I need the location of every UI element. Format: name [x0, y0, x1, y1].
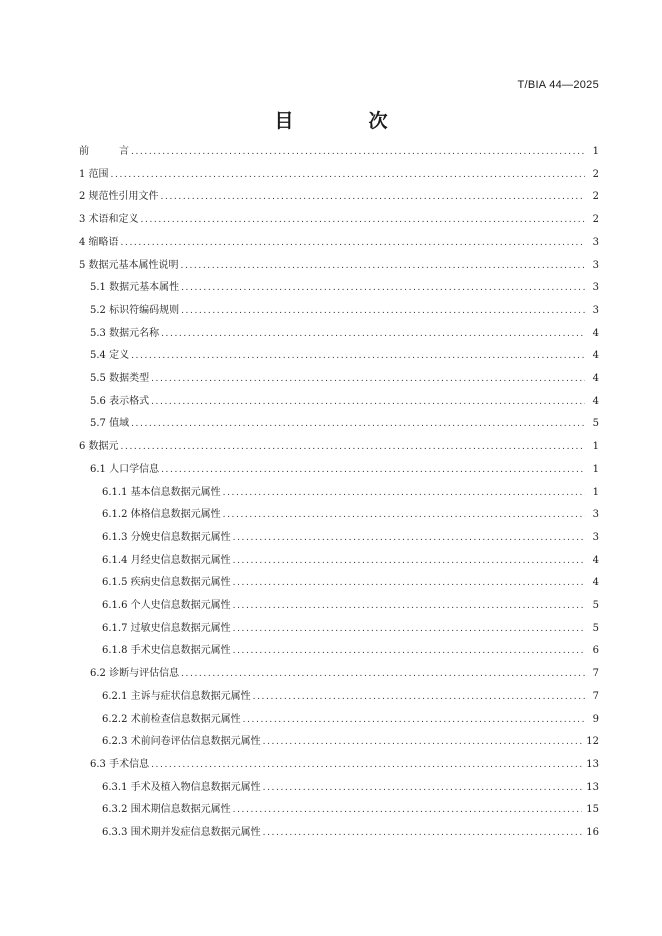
toc-entry-label: 6.1.5 疾病史信息数据元属性 — [102, 577, 231, 589]
toc-leader-dots — [233, 573, 585, 593]
toc-leader-dots — [181, 301, 585, 321]
toc-entry-label: 6.1.4 月经史信息数据元属性 — [102, 554, 231, 566]
toc-leader-dots — [161, 460, 585, 480]
toc-entry[interactable] — [102, 596, 599, 616]
toc-entry-page: 4 — [592, 373, 599, 384]
toc-entry[interactable] — [102, 528, 599, 548]
toc-entry[interactable] — [102, 483, 599, 503]
toc-entry-label: 5.7 值域 — [90, 418, 130, 430]
toc-entry[interactable] — [90, 755, 599, 775]
toc-entry[interactable] — [90, 392, 599, 412]
toc-entry[interactable] — [79, 142, 599, 162]
toc-entry-label: 5.4 定义 — [90, 350, 130, 362]
toc-entry-label: 6.2.3 术前问卷评估信息数据元属性 — [102, 736, 261, 748]
page-title: 目 次 — [274, 110, 416, 132]
toc-entry-page: 16 — [586, 827, 599, 838]
toc-entry[interactable] — [90, 369, 599, 389]
toc-entry[interactable] — [102, 641, 599, 661]
toc-entry-page: 1 — [592, 146, 599, 157]
toc-entry-label: 2 规范性引用文件 — [79, 191, 159, 203]
toc-entry-label: 6.1.6 个人史信息数据元属性 — [102, 600, 231, 611]
toc-entry-page: 13 — [586, 758, 599, 770]
toc-leader-dots — [233, 641, 585, 661]
toc-entry[interactable] — [79, 210, 599, 230]
toc-entry[interactable] — [79, 437, 599, 457]
toc-entry-label: 6.3.1 手术及植入物信息数据元属性 — [102, 781, 261, 793]
toc-entry-page: 4 — [592, 395, 599, 407]
toc-entry[interactable] — [102, 823, 599, 843]
toc-entry-page: 3 — [592, 236, 599, 248]
toc-leader-dots — [233, 551, 585, 571]
toc-leader-dots — [181, 256, 585, 276]
toc-entry-page: 9 — [592, 713, 599, 725]
toc-entry-label: 5.2 标识符编码规则 — [90, 304, 180, 316]
toc-entry-page: 5 — [592, 600, 599, 611]
toc-leader-dots — [233, 596, 585, 616]
toc-entry-page: 3 — [592, 259, 599, 271]
toc-entry[interactable] — [102, 778, 599, 798]
toc-entry-page: 4 — [592, 577, 599, 589]
toc-entry-label: 6.1.2 体格信息数据元属性 — [102, 509, 221, 521]
toc-entry-page: 4 — [592, 554, 599, 566]
toc-entry[interactable] — [102, 800, 599, 820]
toc-leader-dots — [151, 392, 585, 412]
toc-leader-dots — [263, 732, 583, 752]
toc-entry[interactable] — [90, 346, 599, 366]
toc-leader-dots — [253, 687, 585, 707]
toc-entry-page: 3 — [592, 509, 599, 521]
toc-leader-dots — [131, 142, 585, 162]
toc-entry-label: 6.1.7 过敏史信息数据元属性 — [102, 622, 231, 634]
toc-entry[interactable] — [79, 233, 599, 253]
toc-entry-label: 5.1 数据元基本属性 — [90, 282, 180, 294]
toc-leader-dots — [223, 483, 585, 503]
toc-leader-dots — [233, 800, 583, 820]
toc-entry[interactable] — [102, 687, 599, 707]
toc-entry-page: 1 — [592, 486, 599, 498]
toc-entry-page: 6 — [592, 645, 599, 657]
toc-entry-page: 4 — [592, 327, 599, 339]
toc-entry[interactable] — [79, 256, 599, 276]
toc-entry-page: 2 — [592, 214, 599, 226]
toc-entry-label: 5.6 表示格式 — [90, 395, 150, 407]
toc-entry-page: 7 — [592, 668, 599, 680]
toc-leader-dots — [131, 346, 585, 366]
toc-entry-page: 3 — [592, 304, 599, 316]
toc-entry-page: 1 — [592, 441, 599, 453]
toc-entry-label: 4 缩略语 — [79, 236, 119, 248]
toc-entry[interactable] — [90, 301, 599, 321]
toc-entry-label: 6.1.8 手术史信息数据元属性 — [102, 645, 231, 657]
toc-entry-page: 5 — [592, 622, 599, 634]
toc-entry[interactable] — [90, 324, 599, 344]
toc-entry-page: 1 — [592, 463, 599, 475]
toc-entry-page: 2 — [592, 191, 599, 203]
toc-entry-label: 1 范围 — [79, 168, 109, 180]
toc-entry-label: 5 数据元基本属性说明 — [79, 259, 179, 271]
toc-entry-label: 6.1.3 分娩史信息数据元属性 — [102, 531, 231, 543]
toc-leader-dots — [243, 710, 585, 730]
toc-leader-dots — [121, 437, 585, 457]
toc-entry-page: 13 — [586, 781, 599, 793]
toc-entry-page: 15 — [586, 804, 599, 816]
toc-entry-label: 6.3.2 围术期信息数据元属性 — [102, 804, 231, 816]
toc-entry-page: 4 — [592, 350, 599, 362]
toc-entry[interactable] — [102, 505, 599, 525]
toc-leader-dots — [121, 233, 585, 253]
toc-entry-label: 6.2 诊断与评估信息 — [90, 668, 180, 680]
toc-leader-dots — [111, 165, 585, 185]
toc-leader-dots — [151, 755, 582, 775]
toc-entry-label: 前 言 — [79, 146, 129, 157]
toc-entry[interactable] — [102, 619, 599, 639]
toc-entry-label: 6.1 人口学信息 — [90, 463, 160, 475]
toc-leader-dots — [161, 187, 585, 207]
toc-entry-label: 5.3 数据元名称 — [90, 327, 160, 339]
toc-leader-dots — [161, 324, 585, 344]
toc-entry[interactable] — [90, 414, 599, 434]
toc-entry-label: 6.2.1 主诉与症状信息数据元属性 — [102, 690, 251, 702]
toc-entry-label: 5.5 数据类型 — [90, 373, 150, 384]
toc-leader-dots — [223, 505, 585, 525]
toc-entry-page: 3 — [592, 531, 599, 543]
toc-leader-dots — [233, 619, 585, 639]
toc-leader-dots — [263, 823, 583, 843]
toc-leader-dots — [131, 414, 585, 434]
toc-entry-label: 6.3.3 围术期并发症信息数据元属性 — [102, 827, 261, 838]
toc-leader-dots — [233, 528, 585, 548]
toc-entry-label: 6.3 手术信息 — [90, 758, 150, 770]
toc-entry-label: 6.2.2 术前检查信息数据元属性 — [102, 713, 241, 725]
toc-entry[interactable] — [90, 278, 599, 298]
toc-leader-dots — [181, 664, 585, 684]
toc-entry-label: 6.1.1 基本信息数据元属性 — [102, 486, 221, 498]
toc-leader-dots — [263, 778, 583, 798]
toc-leader-dots — [141, 210, 585, 230]
toc-entry[interactable] — [90, 460, 599, 480]
toc-entry-page: 12 — [586, 736, 599, 748]
toc-entry-page: 2 — [592, 168, 599, 180]
toc-entry[interactable] — [102, 710, 599, 730]
document-code: T/BIA 44—2025 — [517, 79, 599, 91]
toc-entry-label: 6 数据元 — [79, 441, 119, 453]
toc-entry[interactable] — [79, 165, 599, 185]
toc-entry-page: 5 — [592, 418, 599, 430]
toc-entry[interactable] — [79, 187, 599, 207]
toc-entry[interactable] — [102, 551, 599, 571]
toc-entry-page: 7 — [592, 690, 599, 702]
toc-entry-label: 3 术语和定义 — [79, 214, 139, 226]
toc-entry[interactable] — [102, 573, 599, 593]
toc-entry[interactable] — [102, 732, 599, 752]
toc-leader-dots — [151, 369, 585, 389]
toc-leader-dots — [181, 278, 585, 298]
toc-entry[interactable] — [90, 664, 599, 684]
toc-entry-page: 3 — [592, 282, 599, 294]
